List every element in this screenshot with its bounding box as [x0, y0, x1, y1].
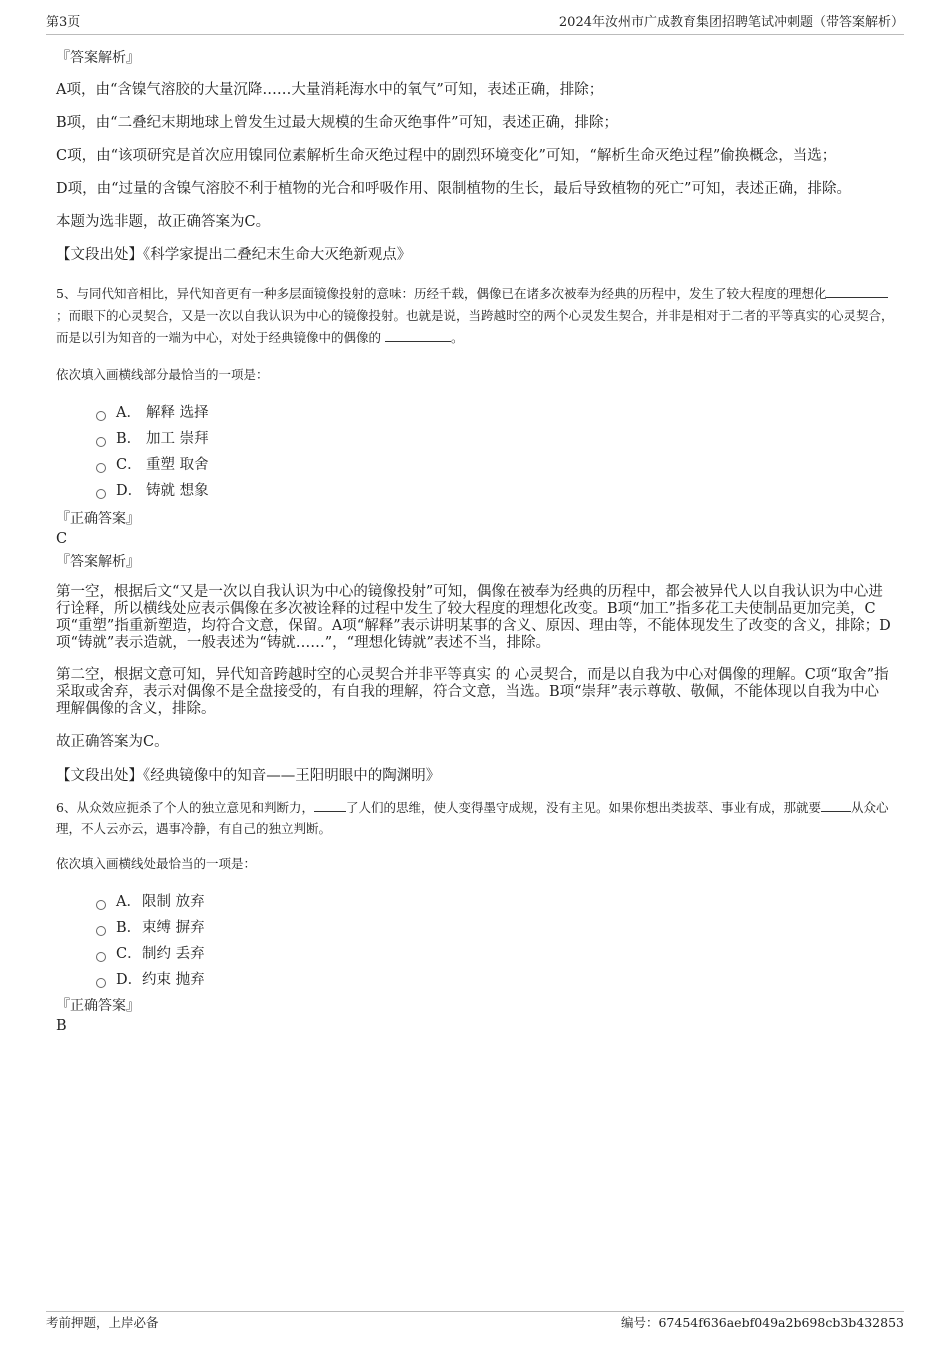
radio-icon[interactable]: [96, 489, 106, 499]
q5-option-b[interactable]: [96, 426, 901, 452]
document-code: 编号：67454f636aebf049a2b698cb3b432853: [620, 1315, 904, 1330]
q5-option-b-text: 加工 崇拜: [146, 431, 209, 447]
q6-option-d-text: 约束 抛弃: [142, 972, 205, 988]
radio-icon[interactable]: [96, 900, 106, 910]
q5-correct-label: 『正确答案』: [56, 511, 140, 527]
q6-blank-1: [314, 797, 346, 812]
q6-option-a-label: A．: [116, 894, 141, 910]
radio-icon[interactable]: [96, 463, 106, 473]
q5-option-d[interactable]: [96, 478, 901, 504]
q5-prompt: 依次填入画横线部分最恰当的一项是：: [56, 367, 269, 382]
q5-options: [96, 400, 901, 504]
q6-stem: [56, 797, 901, 839]
q6-option-b-text: 束缚 摒弃: [142, 920, 205, 936]
q6-option-d-label: D．: [116, 972, 143, 988]
q4-conclusion: 本题为选非题，故正确答案为C。: [56, 214, 271, 230]
radio-icon[interactable]: [96, 952, 106, 962]
q5-blank-2: [385, 327, 451, 342]
q6-option-a-text: 限制 放弃: [142, 894, 205, 910]
q5-analysis-label: 『答案解析』: [56, 554, 140, 570]
q5-analysis-2: 第二空，根据文意可知，异代知音跨越时空的心灵契合并非平等真实 的 心灵契合，而是以自我为中心对偶像的理解。C项“取舍”指采取或舍弃，表示对偶像不是全盘接受的，有自我的理解，符合文意，当选。B项“崇拜”表示尊敬、敬佩，不能体现以自我为中心理解偶像的含义，排除。: [56, 667, 889, 717]
q5-option-c[interactable]: [96, 452, 901, 478]
q6-option-b[interactable]: [96, 915, 901, 941]
q6-option-c[interactable]: [96, 941, 901, 967]
page-footer: [46, 1311, 904, 1330]
q4-analysis-a: A项，由“含镍气溶胶的大量沉降……大量消耗海水中的氧气”可知，表述正确，排除；: [56, 82, 604, 98]
page-number: 第3页: [46, 15, 81, 30]
radio-icon[interactable]: [96, 978, 106, 988]
radio-icon[interactable]: [96, 411, 106, 421]
page-header: [46, 14, 904, 35]
q6-option-b-label: B．: [116, 920, 142, 936]
document-title: 2024年汝州市广成教育集团招聘笔试冲刺题（带答案解析）: [558, 15, 904, 30]
q5-analysis-1: 第一空，根据后文“又是一次以自我认识为中心的镜像投射”可知，偶像在被奉为经典的历程中，都会被异代人以自我认识为中心进行诠释，所以横线处应表示偶像在多次被诠释的过程中发生了较大程度的理想化改变。B项“加工”指多花工夫使制品更加完美，C项“重塑”指重新塑造，均符合文意，保留。A项“解释”表示讲明某事的含义、原因、理由等，不能体现发生了改变的含义，排除；D项“铸就”表示造就，一般表述为“铸就……”，“理想化铸就”表述不当，排除。: [56, 584, 891, 651]
q6-stem-part1: 6、从众效应扼杀了个人的独立意见和判断力，: [56, 800, 314, 815]
q5-stem-part1: 5、与同代知音相比，异代知音更有一种多层面镜像投射的意味：历经千载，偶像已在诸多次被奉为经典的历程中，发生了较大程度的理想化: [56, 286, 827, 301]
q6-correct-label: 『正确答案』: [56, 998, 140, 1014]
page-content: [56, 44, 901, 1035]
q6-correct-answer: B: [56, 1018, 67, 1034]
footer-slogan: 考前押题，上岸必备: [46, 1315, 159, 1330]
radio-icon[interactable]: [96, 926, 106, 936]
q5-conclusion: 故正确答案为C。: [56, 734, 169, 750]
q5-option-a[interactable]: [96, 400, 901, 426]
q6-stem-part2: 了人们的思维，使人变得墨守成规，没有主见。如果你想出类拔萃、事业有成，那就要: [345, 800, 821, 815]
q4-analysis-b: B项，由“二叠纪末期地球上曾发生过最大规模的生命灭绝事件”可知，表述正确，排除；: [56, 115, 618, 131]
q6-prompt: 依次填入画横线处最恰当的一项是：: [56, 856, 257, 871]
q4-analysis-c: C项，由“该项研究是首次应用镍同位素解析生命灭绝过程中的剧烈环境变化”可知，“解析生命灭绝过程”偷换概念，当选；: [56, 148, 837, 164]
q6-blank-2: [821, 797, 851, 812]
q5-stem-part2: ；而眼下的心灵契合，又是一次以自我认识为中心的镜像投射。也就是说，当跨越时空的两个心灵发生契合，并非是相对于二者的平等真实的心灵契合，而是以引为知音的一端为中心，对处于经典镜像中的偶像的: [56, 308, 894, 345]
q5-stem-part3: 。: [451, 330, 464, 345]
q6-stem-part3: 从众心理，不人云亦云，遇事冷静，有自己的独立判断。: [56, 800, 889, 836]
q5-correct-answer: C: [56, 531, 68, 547]
q4-source: 【文段出处】《科学家提出二叠纪末生命大灭绝新观点》: [56, 247, 412, 263]
q6-option-a[interactable]: [96, 889, 901, 915]
q4-analysis-d: D项，由“过量的含镍气溶胶不利于植物的光合和呼吸作用、限制植物的生长，最后导致植物的死亡”可知，表述正确，排除。: [56, 181, 851, 197]
q5-option-d-text: 铸就 想象: [146, 483, 209, 499]
q6-option-c-text: 制约 丢弃: [142, 946, 205, 962]
q5-option-c-text: 重塑 取舍: [146, 457, 209, 473]
q5-option-a-label: A．: [116, 405, 141, 421]
q5-stem: [56, 283, 901, 349]
q4-analysis-label: 『答案解析』: [56, 50, 140, 66]
q5-blank-1: [826, 283, 888, 298]
q6-option-d[interactable]: [96, 967, 901, 993]
q5-option-d-label: D．: [116, 483, 143, 499]
q6-options: [96, 889, 901, 993]
q6-option-c-label: C．: [116, 946, 142, 962]
radio-icon[interactable]: [96, 437, 106, 447]
q5-option-c-label: C．: [116, 457, 142, 473]
q5-option-b-label: B．: [116, 431, 142, 447]
q5-option-a-text: 解释 选择: [146, 405, 209, 421]
q5-source: 【文段出处】《经典镜像中的知音——王阳明眼中的陶渊明》: [56, 768, 441, 784]
